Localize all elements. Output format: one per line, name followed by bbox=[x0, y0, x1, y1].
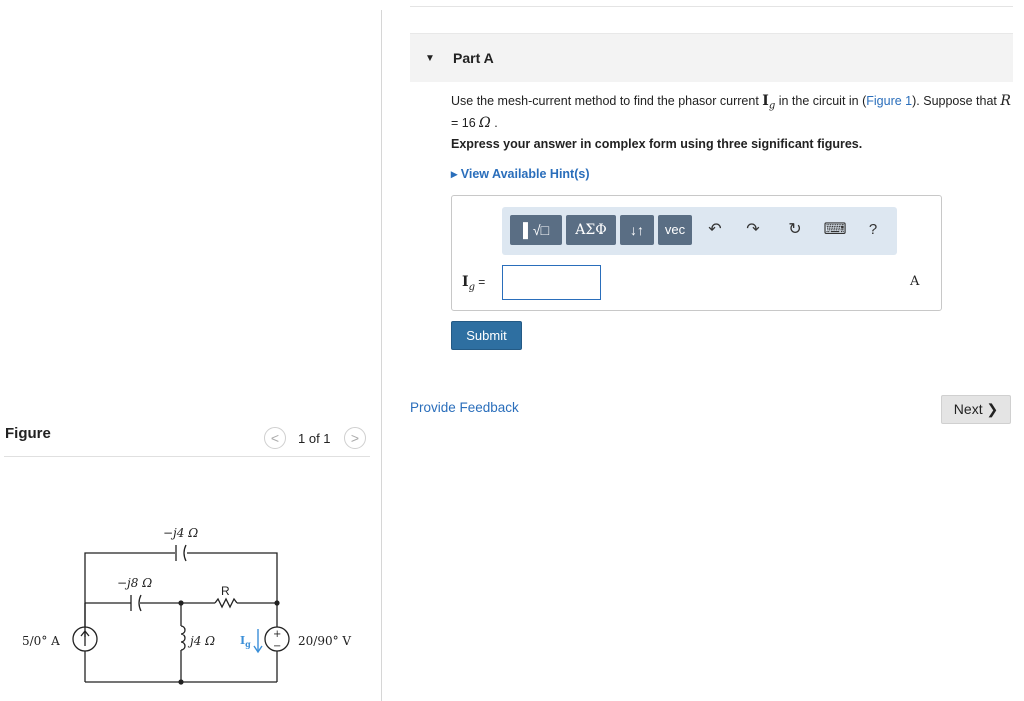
subscript-superscript-icon[interactable]: ↓↑ bbox=[620, 215, 654, 245]
view-hints-link[interactable]: ▸ View Available Hint(s) bbox=[451, 167, 590, 181]
panel-divider bbox=[381, 10, 382, 701]
answer-input[interactable] bbox=[502, 265, 601, 300]
figure-link[interactable]: Figure 1 bbox=[866, 94, 913, 108]
resistor-label: R bbox=[221, 584, 230, 598]
current-source-label: 5/0° A bbox=[22, 634, 60, 648]
vector-icon[interactable]: vec bbox=[658, 215, 692, 245]
figure-rule bbox=[4, 456, 370, 457]
cap-mid-label: −j8 Ω bbox=[117, 576, 153, 590]
provide-feedback-link[interactable]: Provide Feedback bbox=[410, 400, 519, 415]
part-title: Part A bbox=[453, 50, 494, 66]
minus-sign: − bbox=[273, 641, 282, 652]
cap-top-label: −j4 Ω bbox=[163, 526, 199, 540]
figure-page-count: 1 of 1 bbox=[298, 431, 331, 446]
undo-icon[interactable]: ↶ bbox=[708, 221, 722, 238]
reset-icon[interactable]: ↻ bbox=[788, 221, 802, 238]
inductor-label: j4 Ω bbox=[190, 634, 216, 648]
question-text: Use the mesh-current method to find the phasor current $I_g$ in the circuit in (Figure 1). Suppose that R = 16 Ω . bbox=[451, 93, 1011, 131]
next-button[interactable]: Next ❯ bbox=[941, 395, 1011, 424]
math-toolbar bbox=[502, 207, 897, 255]
ig-label: $I_g$ bbox=[240, 634, 251, 649]
collapse-caret-icon[interactable]: ▼ bbox=[425, 53, 435, 64]
voltage-source-label: 20/90° V bbox=[298, 634, 352, 648]
keyboard-icon[interactable]: ⌨ bbox=[823, 221, 847, 238]
answer-unit: A bbox=[910, 274, 920, 289]
redo-icon[interactable]: ↷ bbox=[746, 221, 760, 238]
plus-sign: + bbox=[273, 629, 282, 640]
next-figure-button[interactable]: > bbox=[344, 427, 366, 449]
submit-button[interactable]: Submit bbox=[451, 321, 522, 350]
help-icon[interactable]: ? bbox=[868, 221, 878, 238]
templates-icon[interactable]: ▌√□ bbox=[510, 215, 562, 245]
instruction-text: Express your answer in complex form using three significant figures. bbox=[451, 137, 863, 151]
answer-label: $I_g$ = bbox=[462, 274, 486, 293]
greek-letters-icon[interactable]: ΑΣΦ bbox=[566, 215, 616, 245]
part-header[interactable] bbox=[410, 33, 1013, 82]
circuit-diagram bbox=[0, 510, 380, 700]
top-rule bbox=[410, 6, 1013, 7]
figure-title: Figure bbox=[5, 425, 51, 442]
prev-figure-button[interactable]: < bbox=[264, 427, 286, 449]
